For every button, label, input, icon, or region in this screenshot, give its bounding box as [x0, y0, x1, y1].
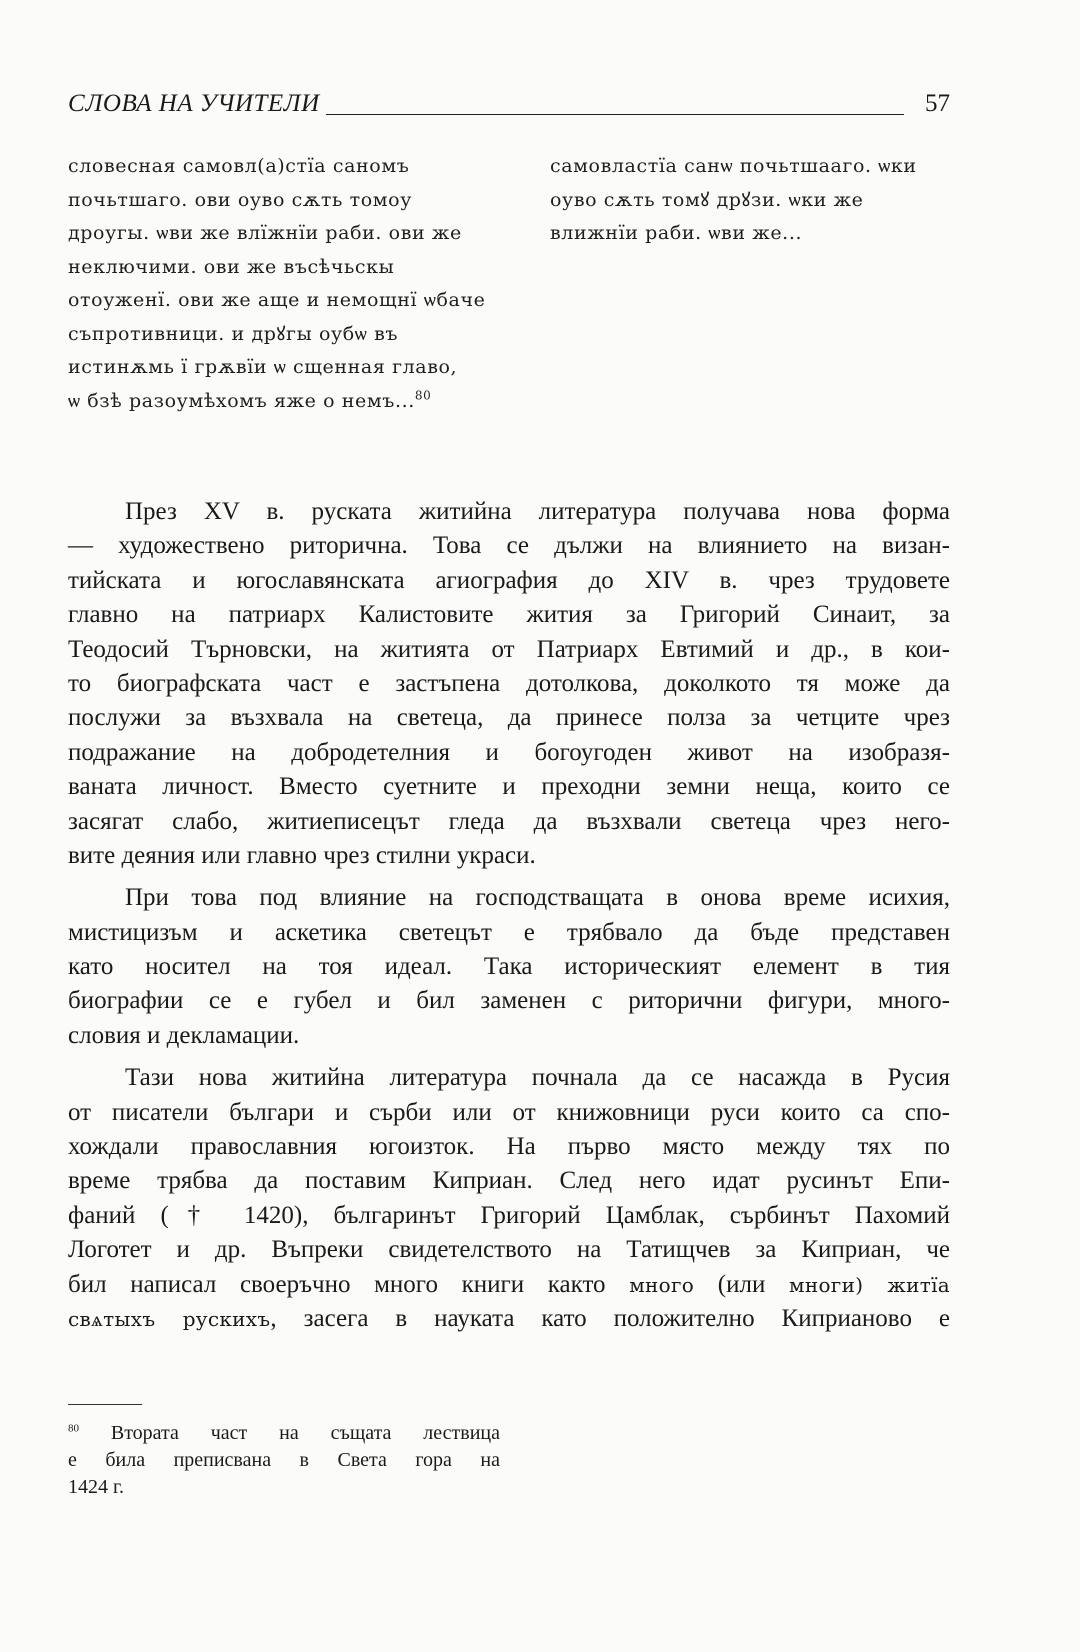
footnote-line: е била преписвана в Света гора на	[68, 1449, 500, 1471]
paragraph-1	[68, 495, 950, 873]
slavonic-line-last	[68, 385, 528, 419]
footnote-text: Втората част на същата лествица	[79, 1422, 500, 1444]
text-line: Логотет и др. Въпреки свидетелството на Татищчев за Киприан, че	[68, 1236, 950, 1264]
text-line: През XV в. руската житийна литература получава нова форма	[125, 498, 950, 525]
footnote-number: 80	[68, 1422, 79, 1435]
text-line: словия и декламации.	[68, 1021, 300, 1049]
footnote-rule	[68, 1404, 142, 1405]
running-title: СЛОВА НА УЧИТЕЛИ	[68, 90, 326, 118]
slavonic-line: влижнїи раби. ѡви же...	[550, 222, 803, 244]
text-line: фаний († 1420), българинът Григорий Цамблак, сърбинът Пахомий	[68, 1201, 950, 1229]
slavonic-line: оуво сѫть томꙋ дрꙋзи. ѡки же	[550, 188, 864, 211]
slavonic-inline: свѧтыхъ рускихъ	[68, 1306, 271, 1331]
footnote-reference-mark[interactable]: 80	[414, 388, 432, 403]
slavonic-line: дроугы. ѡви же влїжнїи раби. ови же	[68, 222, 462, 244]
text-line: от писатели българи и сърби или от книжовници руси които са спо-	[68, 1098, 950, 1126]
slavonic-line: съпротивници. и дрꙋгы оубѡ въ	[68, 322, 399, 345]
footnote-line	[68, 1420, 500, 1447]
paragraph-3	[68, 1061, 950, 1336]
text-segment: (или	[694, 1270, 789, 1298]
slavonic-line: отоуженї. ови же аще и немощнї ѡбаче	[68, 289, 486, 311]
text-segment: , засега в науката като положително Киприаново е	[270, 1304, 950, 1332]
text-line: време трябва да поставим Киприан. След него идат русинът Епи-	[68, 1167, 950, 1195]
text-line-mixed	[68, 1268, 950, 1302]
text-line-mixed	[68, 1302, 950, 1336]
page-number: 57	[925, 90, 950, 117]
text-line: Теодосий Търновски, на житията от Патриарх Евтимий и др., в кои-	[68, 635, 950, 663]
footnote	[68, 1420, 500, 1501]
paragraph-2	[68, 881, 950, 1053]
slavonic-quote-left-column	[68, 150, 528, 418]
slavonic-line: почьтшаго. ови оуво сѫть томоу	[68, 188, 412, 211]
text-line: — художествено риторична. Това се дължи на влиянието на визан-	[68, 532, 950, 560]
header-rule	[268, 114, 904, 115]
slavonic-line-text: ѡ бзѣ разоумѣхомъ яже о немъ...	[68, 389, 415, 412]
text-line: хождали православния югоизток. На първо място между тях по	[68, 1133, 950, 1161]
text-line: главно на патриарх Калистовите жития за Григорий Синаит, за	[68, 601, 950, 629]
body-text	[68, 495, 950, 1344]
text-line: засягат слабо, житиеписецът гледа да възхвали светеца чрез него-	[68, 807, 950, 835]
text-line: При това под влияние на господстващата в онова време исихия,	[125, 884, 950, 912]
slavonic-inline: многи) житїа	[788, 1272, 950, 1297]
slavonic-quote-right-column	[550, 150, 960, 251]
text-segment: бил написал своеръчно много книги както	[68, 1270, 630, 1298]
slavonic-line: истинѫмь ї грѫвїи ѡ сщенная главо,	[68, 356, 458, 378]
text-line: биографии се е губел и бил заменен с риторични фигури, много-	[68, 987, 950, 1015]
running-header	[68, 90, 950, 130]
text-line: мистицизъм и аскетика светецът е трябвало да бъде представен	[68, 918, 950, 946]
text-line: като носител на тоя идеал. Така историческият елемент в тия	[68, 953, 950, 981]
text-line: послужи за възхвала на светеца, да принесе полза за четците чрез	[68, 704, 950, 732]
text-line: тийската и югославянската агиография до XIV в. чрез трудовете	[68, 566, 950, 594]
text-line: подражание на добродетелния и богоугоден живот на изобразя-	[68, 738, 950, 766]
text-line: Тази нова житийна литература почнала да се насажда в Русия	[125, 1064, 950, 1092]
text-line: вите деяния или главно чрез стилни украси.	[68, 841, 536, 869]
text-line: ваната личност. Вместо суетните и преходни земни неща, които се	[68, 773, 950, 801]
text-line: то биографската част е застъпена дотолкова, доколкото тя може да	[68, 669, 950, 697]
slavonic-line: неключими. ови же въсѣчьскы	[68, 255, 395, 278]
footnote-line: 1424 г.	[68, 1476, 124, 1498]
slavonic-line: самовластїа санѡ почьтшааго. ѡки	[550, 155, 917, 177]
slavonic-line: словесная самовл(а)стїа саномъ	[68, 155, 410, 177]
slavonic-inline: много	[629, 1272, 695, 1297]
